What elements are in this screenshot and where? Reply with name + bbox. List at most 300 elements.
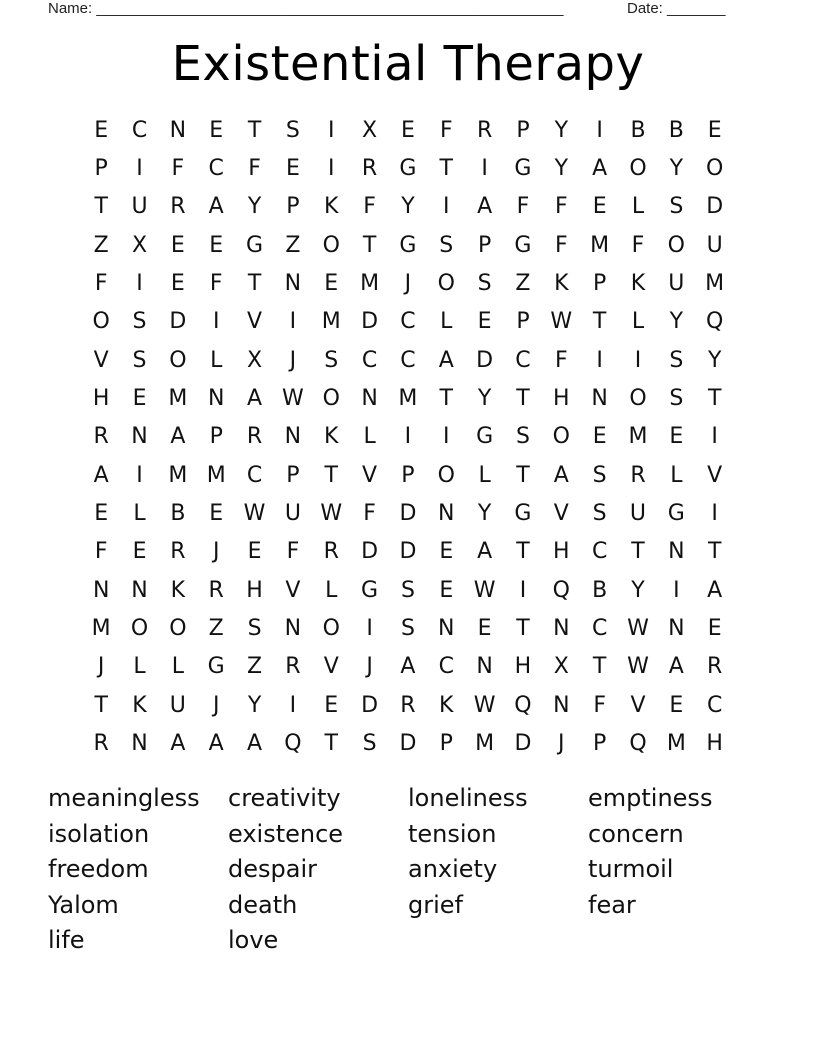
grid-letter: U xyxy=(131,194,148,220)
grid-letter: T xyxy=(631,539,645,565)
grid-letter: D xyxy=(361,692,379,718)
grid-letter: P xyxy=(516,309,530,335)
grid-letter: A xyxy=(477,539,493,565)
grid-letter: T xyxy=(516,539,530,565)
grid-letter: X xyxy=(247,347,263,373)
grid-letter: F xyxy=(363,501,376,527)
grid-letter: I xyxy=(212,309,220,335)
grid-letter: Z xyxy=(515,271,531,297)
grid-letter: O xyxy=(322,232,340,258)
grid-letter: N xyxy=(284,616,302,642)
word-list-item: emptiness xyxy=(588,784,713,812)
grid-letter: A xyxy=(170,731,186,757)
grid-letter: E xyxy=(132,386,147,412)
word-list-item: love xyxy=(228,926,279,954)
grid-letter: L xyxy=(210,347,223,373)
grid-letter: Q xyxy=(552,577,570,603)
grid-letter: V xyxy=(247,309,263,335)
grid-letter: A xyxy=(553,462,569,488)
grid-letter: O xyxy=(322,616,340,642)
grid-letter: E xyxy=(209,117,224,143)
grid-letter: C xyxy=(438,654,454,680)
grid-letter: Y xyxy=(669,309,684,335)
grid-letter: E xyxy=(247,539,262,565)
grid-letter: L xyxy=(631,194,645,220)
grid-letter: O xyxy=(552,424,570,450)
grid-letter: N xyxy=(476,654,493,680)
grid-letter: T xyxy=(324,731,338,757)
grid-letter: G xyxy=(399,156,417,182)
grid-letter: J xyxy=(404,271,412,297)
grid-letter: R xyxy=(170,539,186,565)
grid-letter: D xyxy=(706,194,724,220)
grid-letter: S xyxy=(439,232,454,258)
grid-letter: L xyxy=(670,462,683,488)
grid-letter: H xyxy=(706,731,723,757)
grid-letter: N xyxy=(668,616,685,642)
word-list-item: existence xyxy=(228,819,344,848)
grid-letter: R xyxy=(208,577,224,603)
grid-letter: K xyxy=(630,271,646,297)
grid-letter: O xyxy=(629,156,647,182)
name-field-label: Name: ________________________________________________________ xyxy=(48,0,564,17)
grid-letter: Z xyxy=(285,232,301,258)
grid-letter: T xyxy=(707,539,722,565)
grid-letter: Y xyxy=(631,577,645,603)
grid-letter: I xyxy=(289,692,297,718)
grid-letter: T xyxy=(247,271,262,297)
grid-letter: Y xyxy=(477,386,492,412)
grid-letter: A xyxy=(592,156,608,182)
grid-letter: N xyxy=(131,424,148,450)
grid-letter: I xyxy=(519,577,527,603)
grid-letter: N xyxy=(169,117,187,143)
grid-letter: G xyxy=(514,156,532,182)
grid-letter: K xyxy=(132,692,147,718)
grid-letter: Z xyxy=(208,616,224,642)
grid-letter: S xyxy=(362,731,377,757)
grid-letter: Y xyxy=(247,692,262,718)
grid-letter: W xyxy=(627,616,649,642)
grid-letter: J xyxy=(366,654,373,680)
grid-letter: V xyxy=(553,501,569,527)
grid-letter: W xyxy=(627,654,649,680)
grid-letter: O xyxy=(169,347,187,373)
grid-letter: F xyxy=(94,539,108,565)
grid-letter: S xyxy=(247,616,262,642)
grid-letter: I xyxy=(711,424,718,450)
grid-letter: Q xyxy=(514,692,532,718)
word-list-item: loneliness xyxy=(408,784,528,812)
grid-letter: T xyxy=(439,386,453,412)
grid-letter: R xyxy=(323,539,339,565)
word-search-grid xyxy=(82,111,734,763)
grid-letter: U xyxy=(169,692,186,718)
grid-letter: P xyxy=(439,731,453,757)
grid-letter: F xyxy=(94,271,108,297)
grid-letter: C xyxy=(400,309,416,335)
grid-letter: J xyxy=(289,347,297,373)
grid-letter: S xyxy=(400,577,415,603)
grid-letter: C xyxy=(400,347,416,373)
grid-letter: V xyxy=(707,462,723,488)
grid-letter: F xyxy=(516,194,530,220)
grid-letter: B xyxy=(630,117,646,143)
word-list-item: concern xyxy=(588,819,684,848)
page-title: Existential Therapy xyxy=(171,36,645,92)
grid-letter: Q xyxy=(706,309,724,335)
grid-letter: S xyxy=(669,194,684,220)
grid-letter: T xyxy=(707,386,722,412)
grid-letter: F xyxy=(363,194,376,220)
grid-letter: N xyxy=(438,616,455,642)
grid-letter: I xyxy=(327,156,335,182)
grid-letter: S xyxy=(132,309,147,335)
grid-letter: M xyxy=(705,271,725,297)
grid-letter: P xyxy=(401,462,415,488)
grid-letter: N xyxy=(361,386,378,412)
grid-letter: A xyxy=(170,424,186,450)
grid-letter: N xyxy=(92,577,110,603)
grid-letter: E xyxy=(400,117,415,143)
grid-letter: D xyxy=(399,731,417,757)
grid-letter: Y xyxy=(477,501,492,527)
grid-letter: A xyxy=(400,654,416,680)
grid-letter: R xyxy=(361,156,378,182)
word-list-item: anxiety xyxy=(408,855,498,883)
grid-letter: O xyxy=(169,616,187,642)
grid-letter: I xyxy=(596,117,603,143)
grid-letter: P xyxy=(593,731,607,757)
grid-letter: W xyxy=(320,501,343,527)
word-list xyxy=(48,781,768,959)
grid-letter: J xyxy=(212,539,220,565)
grid-letter: D xyxy=(169,309,187,335)
grid-letter: S xyxy=(515,424,530,450)
grid-letter: E xyxy=(209,232,224,258)
grid-letter: A xyxy=(247,386,263,412)
word-list-item: tension xyxy=(408,819,497,848)
grid-letter: S xyxy=(669,386,684,412)
grid-letter: M xyxy=(168,386,188,412)
word-list-item: isolation xyxy=(48,819,150,848)
grid-letter: I xyxy=(327,117,335,143)
grid-letter: R xyxy=(400,692,416,718)
grid-letter: F xyxy=(554,347,568,373)
grid-letter: N xyxy=(207,386,225,412)
grid-letter: I xyxy=(711,501,718,527)
grid-letter: H xyxy=(246,577,263,603)
grid-letter: O xyxy=(667,232,685,258)
grid-letter: E xyxy=(707,117,722,143)
grid-letter: G xyxy=(514,501,532,527)
grid-letter: G xyxy=(361,577,379,603)
grid-letter: C xyxy=(361,347,378,373)
word-list-item: death xyxy=(228,890,298,919)
grid-letter: S xyxy=(592,501,607,527)
grid-letter: R xyxy=(476,117,493,143)
grid-letter: B xyxy=(170,501,186,527)
grid-letter: F xyxy=(631,232,645,258)
grid-letter: E xyxy=(94,117,109,143)
grid-letter: Z xyxy=(247,654,263,680)
grid-letter: M xyxy=(590,232,610,258)
grid-letter: H xyxy=(92,386,110,412)
grid-letter: X xyxy=(131,232,148,258)
grid-letter: S xyxy=(477,271,492,297)
grid-letter: F xyxy=(593,692,606,718)
grid-letter: E xyxy=(439,577,454,603)
grid-letter: N xyxy=(131,731,148,757)
grid-letter: I xyxy=(673,577,680,603)
grid-letter: T xyxy=(94,692,108,718)
grid-letter: G xyxy=(399,232,417,258)
grid-letter: T xyxy=(516,616,530,642)
grid-letter: E xyxy=(439,539,454,565)
word-list-item: Yalom xyxy=(48,890,119,919)
grid-letter: F xyxy=(554,232,568,258)
grid-letter: L xyxy=(363,424,376,450)
grid-letter: O xyxy=(706,156,724,182)
grid-letter: E xyxy=(477,616,492,642)
grid-letter: E xyxy=(324,692,339,718)
grid-letter: F xyxy=(554,194,568,220)
grid-letter: U xyxy=(706,232,723,258)
grid-letter: R xyxy=(93,731,109,757)
grid-letter: G xyxy=(246,232,264,258)
grid-letter: S xyxy=(592,462,607,488)
grid-letter: M xyxy=(321,309,341,335)
grid-letter: E xyxy=(132,539,147,565)
grid-letter: J xyxy=(97,654,105,680)
grid-letter: G xyxy=(514,232,532,258)
grid-letter: T xyxy=(516,386,530,412)
grid-letter: E xyxy=(592,194,607,220)
grid-letter: V xyxy=(285,577,301,603)
grid-letter: Q xyxy=(629,731,647,757)
grid-letter: R xyxy=(285,654,301,680)
grid-letter: G xyxy=(207,654,225,680)
grid-letter: C xyxy=(591,539,608,565)
grid-letter: Y xyxy=(247,194,262,220)
word-list-item: freedom xyxy=(48,855,149,883)
grid-letter: I xyxy=(289,309,297,335)
grid-letter: W xyxy=(473,692,496,718)
grid-letter: L xyxy=(325,577,338,603)
grid-letter: O xyxy=(437,462,455,488)
grid-letter: E xyxy=(707,616,722,642)
grid-letter: A xyxy=(208,194,224,220)
grid-letter: P xyxy=(94,156,108,182)
grid-letter: K xyxy=(324,194,339,220)
grid-letter: P xyxy=(209,424,223,450)
grid-letter: N xyxy=(553,692,570,718)
grid-letter: O xyxy=(322,386,340,412)
grid-letter: O xyxy=(130,616,149,642)
grid-letter: C xyxy=(208,156,224,182)
grid-letter: Y xyxy=(401,194,415,220)
grid-letter: T xyxy=(247,117,262,143)
grid-letter: V xyxy=(362,462,378,488)
grid-letter: W xyxy=(550,309,573,335)
grid-letter: C xyxy=(591,616,608,642)
grid-letter: Z xyxy=(93,232,109,258)
grid-letter: Y xyxy=(554,117,569,143)
grid-letter: R xyxy=(707,654,723,680)
grid-letter: F xyxy=(248,156,261,182)
grid-letter: A xyxy=(668,654,684,680)
grid-letter: I xyxy=(634,347,642,373)
grid-letter: H xyxy=(514,654,532,680)
grid-letter: E xyxy=(209,501,224,527)
grid-letter: O xyxy=(437,271,455,297)
grid-letter: F xyxy=(171,156,185,182)
grid-letter: V xyxy=(630,692,646,718)
grid-letter: B xyxy=(592,577,608,603)
grid-letter: E xyxy=(285,156,300,182)
grid-letter: I xyxy=(136,462,143,488)
grid-letter: I xyxy=(136,156,143,182)
grid-letter: T xyxy=(516,462,530,488)
grid-letter: M xyxy=(168,462,188,488)
grid-letter: K xyxy=(324,424,339,450)
word-list-item: life xyxy=(48,926,85,954)
grid-letter: C xyxy=(515,347,531,373)
grid-letter: F xyxy=(286,539,300,565)
grid-letter: N xyxy=(591,386,608,412)
grid-letter: L xyxy=(171,654,184,680)
grid-letter: E xyxy=(592,424,607,450)
grid-letter: R xyxy=(246,424,263,450)
grid-letter: M xyxy=(475,731,495,757)
grid-letter: N xyxy=(438,501,455,527)
grid-letter: J xyxy=(558,731,565,757)
grid-letter: D xyxy=(399,539,417,565)
grid-letter: R xyxy=(630,462,646,488)
grid-letter: A xyxy=(477,194,493,220)
grid-letter: T xyxy=(592,309,607,335)
grid-letter: H xyxy=(553,539,570,565)
grid-letter: M xyxy=(398,386,418,412)
grid-letter: Y xyxy=(669,156,684,182)
grid-letter: C xyxy=(246,462,263,488)
grid-letter: A xyxy=(208,731,224,757)
grid-letter: L xyxy=(440,309,453,335)
grid-letter: D xyxy=(476,347,494,373)
grid-letter: N xyxy=(284,424,302,450)
grid-letter: E xyxy=(477,309,492,335)
grid-letter: P xyxy=(286,462,300,488)
grid-letter: D xyxy=(361,539,379,565)
grid-letter: X xyxy=(362,117,378,143)
grid-letter: P xyxy=(286,194,300,220)
grid-letter: E xyxy=(170,271,185,297)
grid-letter: Y xyxy=(707,347,722,373)
grid-letter: U xyxy=(668,271,685,297)
grid-letter: U xyxy=(284,501,301,527)
grid-letter: W xyxy=(243,501,266,527)
grid-letter: N xyxy=(668,539,685,565)
grid-letter: T xyxy=(94,194,108,220)
date-field-label: Date: _______ xyxy=(627,0,726,17)
grid-letter: B xyxy=(668,117,684,143)
grid-letter: R xyxy=(170,194,186,220)
grid-letter: J xyxy=(212,692,220,718)
grid-letter: N xyxy=(284,271,302,297)
grid-letter: E xyxy=(94,501,109,527)
grid-letter: I xyxy=(136,271,143,297)
grid-letter: P xyxy=(516,117,530,143)
grid-letter: E xyxy=(669,692,684,718)
word-list-item: fear xyxy=(588,890,636,919)
grid-letter: A xyxy=(247,731,263,757)
grid-letter: A xyxy=(93,462,109,488)
grid-letter: H xyxy=(553,386,570,412)
grid-letter: L xyxy=(133,501,146,527)
grid-letter: I xyxy=(596,347,603,373)
grid-letter: Q xyxy=(284,731,302,757)
grid-letter: G xyxy=(667,501,685,527)
grid-letter: K xyxy=(170,577,186,603)
word-list-item: despair xyxy=(228,855,317,883)
grid-letter: K xyxy=(554,271,569,297)
grid-letter: C xyxy=(131,117,148,143)
grid-letter: P xyxy=(593,271,607,297)
grid-letter: N xyxy=(553,616,570,642)
grid-letter: A xyxy=(707,577,723,603)
grid-letter: W xyxy=(282,386,304,412)
grid-letter: M xyxy=(360,271,380,297)
grid-letter: L xyxy=(133,654,146,680)
grid-letter: M xyxy=(666,731,686,757)
grid-letter: I xyxy=(481,156,488,182)
word-list-item: turmoil xyxy=(588,855,674,883)
grid-letter: U xyxy=(629,501,647,527)
grid-letter: I xyxy=(443,194,450,220)
word-list-item: creativity xyxy=(228,784,341,812)
grid-letter: F xyxy=(209,271,223,297)
word-list-item: meaningless xyxy=(48,784,200,812)
grid-letter: L xyxy=(631,309,645,335)
grid-letter: D xyxy=(399,501,417,527)
grid-letter: T xyxy=(324,462,338,488)
grid-letter: N xyxy=(131,577,148,603)
grid-letter: I xyxy=(366,616,373,642)
grid-letter: D xyxy=(361,309,379,335)
grid-letter: T xyxy=(362,232,377,258)
grid-letter: E xyxy=(324,271,339,297)
grid-letter: S xyxy=(400,616,415,642)
grid-letter: K xyxy=(439,692,454,718)
grid-letter: G xyxy=(476,424,494,450)
grid-letter: M xyxy=(206,462,226,488)
grid-letter: V xyxy=(93,347,109,373)
grid-letter: V xyxy=(323,654,339,680)
grid-letter: O xyxy=(92,309,110,335)
grid-letter: O xyxy=(629,386,647,412)
grid-letter: R xyxy=(93,424,109,450)
grid-letter: S xyxy=(324,347,339,373)
grid-letter: F xyxy=(439,117,453,143)
grid-letter: Y xyxy=(554,156,569,182)
grid-letter: C xyxy=(706,692,723,718)
grid-letter: M xyxy=(628,424,648,450)
grid-letter: S xyxy=(669,347,684,373)
grid-letter: D xyxy=(514,731,532,757)
grid-letter: W xyxy=(473,577,496,603)
grid-letter: L xyxy=(478,462,491,488)
grid-letter: T xyxy=(439,156,453,182)
